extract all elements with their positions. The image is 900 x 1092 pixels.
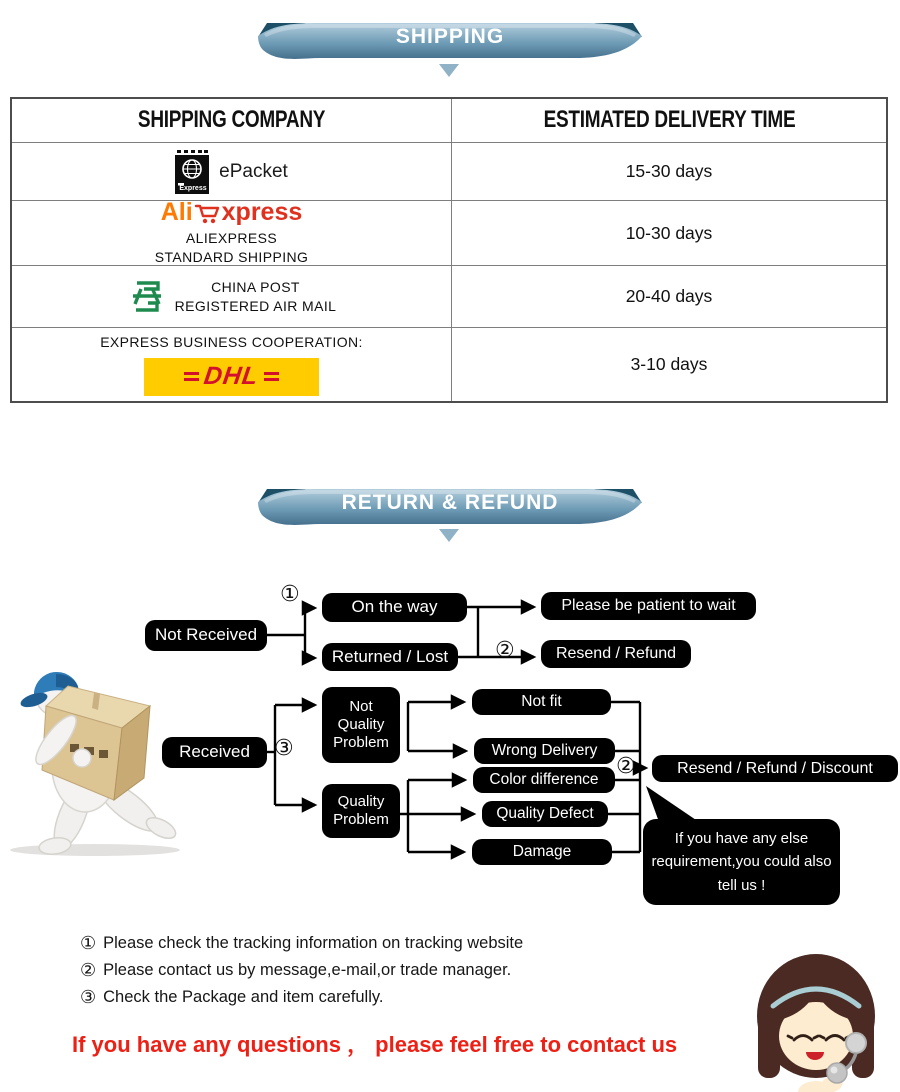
epacket-label: ePacket: [219, 160, 288, 182]
shipping-banner: [250, 16, 650, 68]
step-marker-2b: ②: [616, 754, 636, 779]
china-post-logo-icon: [127, 277, 167, 317]
shipping-table: [10, 97, 888, 403]
speech-bubble-tail: [646, 786, 699, 822]
dhl-dash-right: [264, 372, 279, 381]
down-arrow-icon: [439, 64, 459, 77]
flow-node-received: Received: [162, 737, 267, 768]
aliexpress-line1: ALIEXPRESS: [185, 230, 278, 247]
table-row-epacket: [12, 143, 452, 201]
shipping-banner-title: SHIPPING: [395, 25, 505, 48]
flow-node-quality-problem: Quality Problem: [322, 784, 400, 838]
step-marker-3: ③: [274, 736, 294, 761]
table-row-dhl: [12, 328, 452, 401]
contact-us-text: If you have any questions ， please feel free to contact us: [72, 1032, 678, 1057]
china-post-line1: CHINA POST: [211, 279, 300, 296]
flow-node-resend-refund-discount: Resend / Refund / Discount: [652, 755, 898, 782]
flow-node-on-the-way: On the way: [322, 593, 467, 622]
table-row-aliexpress: [12, 198, 452, 266]
flow-node-not-fit: Not fit: [472, 689, 611, 715]
aliexpress-line2: STANDARD SHIPPING: [154, 248, 309, 265]
china-post-line2: REGISTERED AIR MAIL: [174, 297, 337, 314]
table-header-shipping-company: SHIPPING COMPANY: [12, 99, 452, 143]
step-marker-2: ②: [495, 638, 515, 663]
return-refund-banner: [250, 482, 650, 534]
flow-node-wrong-delivery: Wrong Delivery: [474, 738, 615, 764]
flow-node-not-received: Not Received: [145, 620, 267, 651]
customer-service-girl-icon: [742, 946, 890, 1092]
cart-icon: [194, 201, 221, 225]
delivery-time-aliexpress: 10-30 days: [452, 201, 886, 266]
express-cooperation-label: EXPRESS BUSINESS COOPERATION:: [100, 334, 363, 351]
note-2: ② Please contact us by message,e-mail,or trade manager.: [80, 960, 512, 981]
flow-node-color-difference: Color difference: [473, 767, 615, 793]
flow-node-damage: Damage: [472, 839, 612, 865]
epacket-logo-icon: [175, 150, 209, 194]
flow-node-not-quality-problem: Not Quality Problem: [322, 687, 400, 763]
delivery-time-china-post: 20-40 days: [452, 266, 886, 328]
speech-bubble: If you have any else requirement,you could also tell us !: [643, 819, 840, 905]
return-refund-banner-title: RETURN & REFUND: [341, 491, 559, 514]
flow-node-please-wait: Please be patient to wait: [541, 592, 756, 620]
dhl-logo: DHL: [144, 358, 319, 396]
flow-node-resend-refund: Resend / Refund: [541, 640, 691, 668]
table-header-delivery-time: ESTIMATED DELIVERY TIME: [452, 99, 886, 143]
step-marker-1: ①: [280, 582, 300, 607]
flow-node-returned-lost: Returned / Lost: [322, 643, 458, 671]
tracking-notes: [80, 933, 523, 1014]
note-3: ③ Check the Package and item carefully.: [80, 987, 384, 1008]
delivery-time-dhl: 3-10 days: [630, 354, 708, 374]
return-refund-flowchart: [0, 560, 900, 932]
note-1: ① Please check the tracking information on tracking website: [80, 933, 524, 954]
dhl-dash-left: [184, 372, 199, 381]
table-row-china-post: [12, 266, 452, 328]
aliexpress-logo: Ali xpress: [160, 198, 303, 227]
svg-text:Express: Express: [179, 184, 207, 192]
down-arrow-icon: [439, 529, 459, 542]
flow-node-quality-defect: Quality Defect: [482, 801, 608, 827]
delivery-man-icon: [0, 648, 185, 863]
delivery-time-epacket: 15-30 days: [452, 143, 886, 201]
